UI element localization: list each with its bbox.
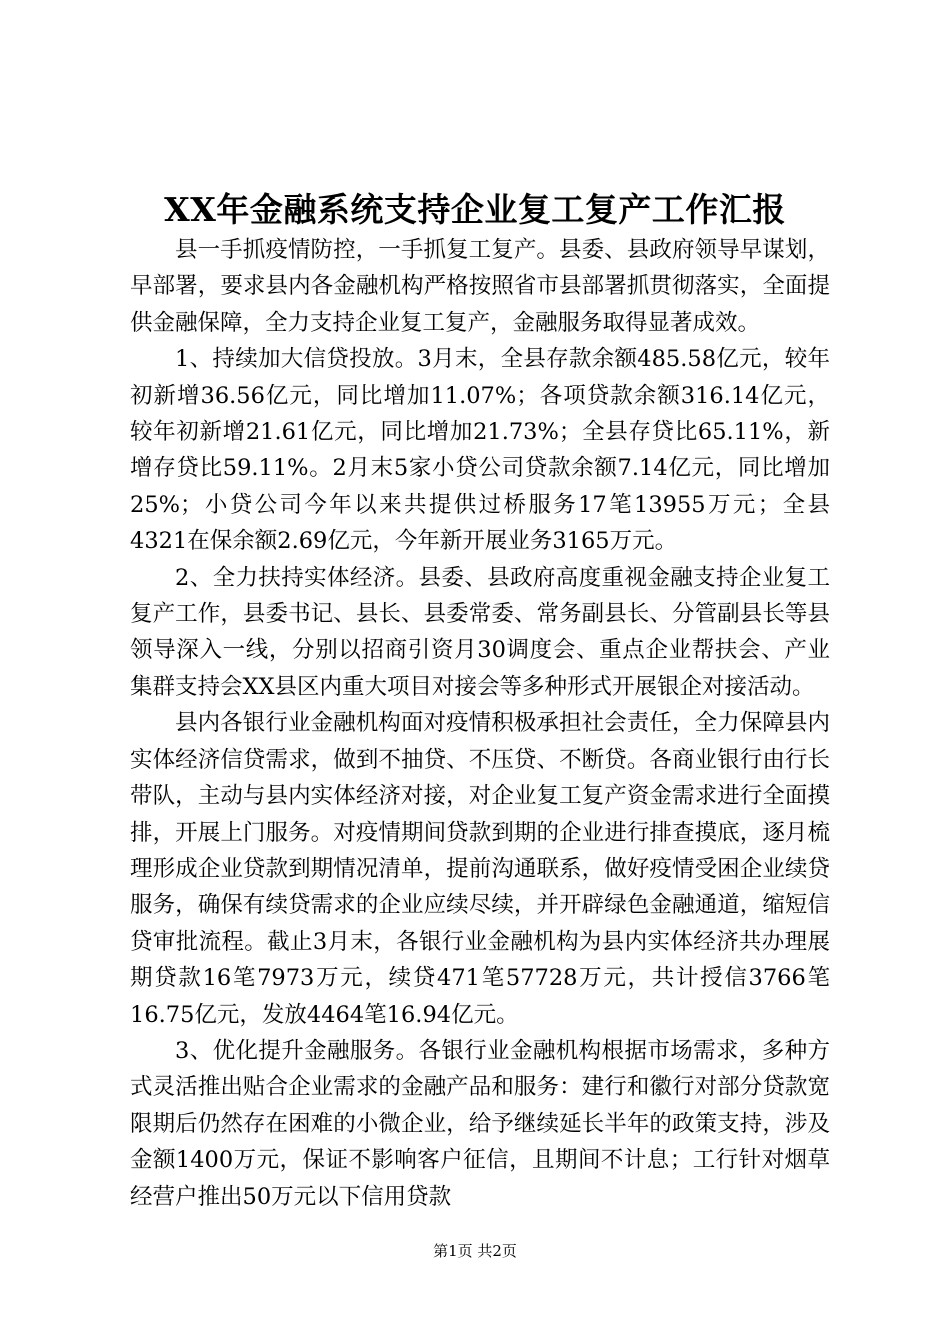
document-title: XX年金融系统支持企业复工复产工作汇报 — [164, 190, 786, 229]
page-footer: 第1页 共2页 — [433, 1242, 517, 1260]
paragraph-financial-services: 3、优化提升金融服务。各银行业金融机构根据市场需求，多种方式灵活推出贴合企业需求的金融产品和服务：建行和徽行对部分贷款宽限期后仍然存在困难的小微企业，给予继续延长半年的政策支持，涉及金额1400万元，保证不影响客户征信，且期间不计息；工行针对烟草经营户推出50万元以下信用贷款 — [130, 1037, 830, 1210]
paragraph-real-economy: 2、全力扶持实体经济。县委、县政府高度重视金融支持企业复工复产工作，县委书记、县长、县委常委、常务副县长、分管副县长等县领导深入一线，分别以招商引资月30调度会、重点企业帮扶会、产业集群支持会XX县区内重大项目对接会等多种形式开展银企对接活动。 — [130, 564, 830, 700]
document-body — [130, 232, 830, 1215]
paragraph-intro: 县一手抓疫情防控，一手抓复工复产。县委、县政府领导早谋划，早部署，要求县内各金融机构严格按照省市县部署抓贯彻落实，全面提供金融保障，全力支持企业复工复产，金融服务取得显著成效。 — [130, 237, 830, 336]
paragraph-bank-measures: 县内各银行业金融机构面对疫情积极承担社会责任，全力保障县内实体经济信贷需求，做到不抽贷、不压贷、不断贷。各商业银行由行长带队，主动与县内实体经济对接，对企业复工复产资金需求进行全面摸排，开展上门服务。对疫情期间贷款到期的企业进行排查摸底，逐月梳理形成企业贷款到期情况清单，提前沟通联系，做好疫情受困企业续贷服务，确保有续贷需求的企业应续尽续，并开辟绿色金融通道，缩短信贷审批流程。截止3月末，各银行业金融机构为县内实体经济共办理展期贷款16笔7973万元，续贷471笔57728万元，共计授信3766笔16.75亿元，发放4464笔16.94亿元。 — [130, 710, 830, 1028]
paragraph-credit-lending: 1、持续加大信贷投放。3月末，全县存款余额485.58亿元，较年初新增36.56亿元，同比增加11.07%；各项贷款余额316.14亿元，较年初新增21.61亿元，同比增加21.73%；全县存贷比65.11%，新增存贷比59.11%。2月末5家小贷公司贷款余额7.14亿元，同比增加25%；小贷公司今年以来共提供过桥服务17笔13955万元；全县4321在保余额2.69亿元，今年新开展业务3165万元。 — [130, 346, 830, 555]
